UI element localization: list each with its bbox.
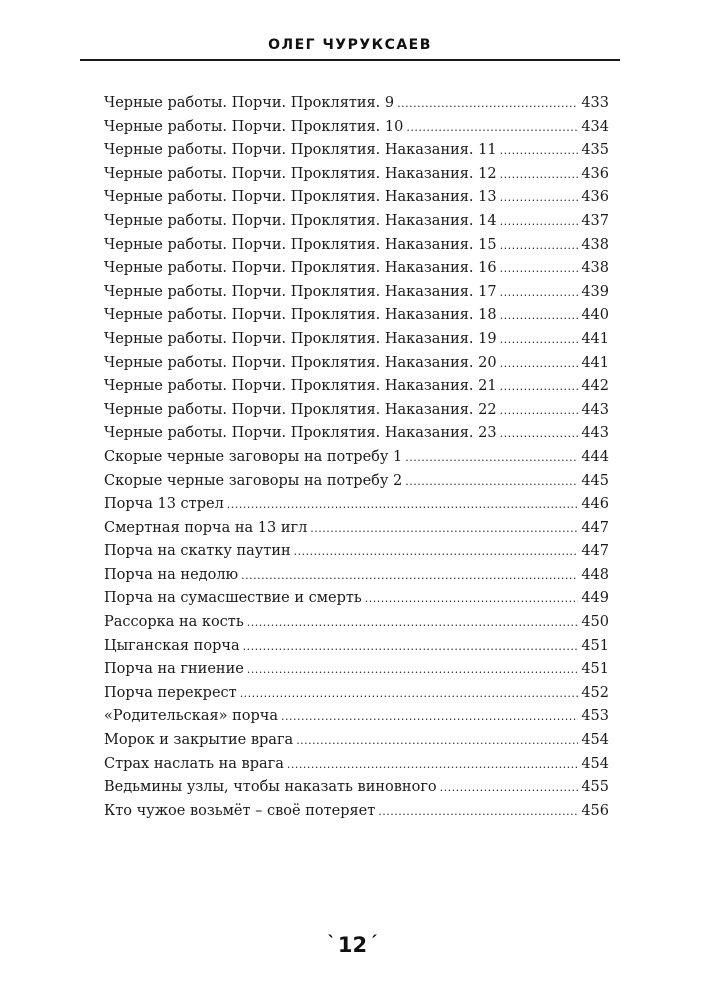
page-number-footer	[0, 933, 705, 957]
toc-entry-page: 445	[581, 472, 609, 489]
toc-entry-page: 455	[581, 779, 609, 796]
toc-entry-page: 447	[581, 543, 609, 560]
toc-entry-title: Кто чужое возьмёт – своё потеряет	[104, 802, 376, 819]
toc-dot-leader	[500, 328, 579, 352]
toc-dot-leader	[310, 517, 578, 541]
toc-dot-leader	[397, 92, 578, 116]
toc-dot-leader	[500, 210, 579, 234]
table-of-contents	[104, 92, 609, 823]
toc-dot-leader	[227, 493, 579, 517]
toc-entry-title: Черные работы. Порчи. Проклятия. Наказания. 23	[104, 425, 497, 442]
toc-dot-leader	[500, 281, 579, 305]
toc-entry-title: Порча на гниение	[104, 661, 244, 678]
toc-entry-title: Черные работы. Порчи. Проклятия. 9	[104, 95, 395, 111]
toc-entry-title: Скорые черные заговоры на потребу 2	[104, 472, 403, 489]
toc-entry-title: Черные работы. Порчи. Проклятия. Наказания. 14	[104, 212, 497, 229]
toc-entry-page: 437	[581, 212, 609, 229]
toc-entry-page: 443	[581, 425, 609, 442]
toc-entry	[104, 517, 609, 541]
toc-dot-leader	[500, 139, 579, 163]
toc-entry-title: Черные работы. Порчи. Проклятия. Наказания. 15	[104, 236, 497, 253]
toc-entry	[104, 470, 609, 494]
toc-entry-page: 436	[581, 189, 609, 206]
toc-entry	[104, 540, 609, 564]
toc-dot-leader	[500, 422, 579, 446]
toc-entry-title: Порча перекрест	[104, 684, 237, 701]
toc-entry	[104, 635, 609, 659]
toc-entry-page: 438	[581, 236, 609, 253]
toc-entry-page: 434	[581, 118, 609, 135]
header-divider	[80, 59, 620, 61]
toc-entry-page: 438	[581, 260, 609, 277]
toc-entry-page: 454	[581, 755, 609, 772]
toc-dot-leader	[247, 658, 578, 682]
toc-dot-leader	[500, 352, 579, 376]
toc-dot-leader	[378, 800, 578, 824]
toc-entry-page: 451	[581, 637, 609, 654]
toc-entry-page: 454	[581, 732, 609, 749]
toc-entry-title: «Родительская» порча	[104, 708, 279, 725]
toc-entry-title: Черные работы. Порчи. Проклятия. Наказания. 19	[104, 330, 497, 347]
toc-dot-leader	[500, 234, 579, 258]
toc-dot-leader	[287, 753, 578, 777]
toc-entry	[104, 776, 609, 800]
toc-dot-leader	[240, 682, 579, 706]
toc-entry	[104, 729, 609, 753]
toc-entry-page: 447	[581, 519, 609, 536]
toc-entry-title: Черные работы. Порчи. Проклятия. Наказания. 13	[104, 189, 497, 206]
toc-entry-title: Черные работы. Порчи. Проклятия. Наказания. 17	[104, 283, 497, 300]
toc-entry-title: Порча 13 стрел	[104, 496, 224, 513]
toc-entry-title: Черные работы. Порчи. Проклятия. Наказания. 12	[104, 165, 497, 182]
toc-entry	[104, 92, 609, 116]
toc-entry-page: 439	[581, 283, 609, 300]
toc-entry-title: Рассорка на кость	[104, 614, 244, 631]
toc-entry	[104, 611, 609, 635]
toc-dot-leader	[296, 729, 578, 753]
toc-dot-leader	[500, 375, 579, 399]
toc-entry	[104, 257, 609, 281]
toc-entry-page: 446	[581, 496, 609, 513]
toc-entry	[104, 210, 609, 234]
toc-entry-page: 443	[581, 401, 609, 418]
running-header	[80, 34, 620, 53]
toc-entry-page: 435	[581, 142, 609, 159]
toc-dot-leader	[440, 776, 579, 800]
toc-entry-title: Черные работы. Порчи. Проклятия. Наказания. 11	[104, 142, 497, 159]
toc-dot-leader	[405, 446, 578, 470]
toc-entry	[104, 422, 609, 446]
toc-entry	[104, 352, 609, 376]
toc-entry	[104, 705, 609, 729]
toc-entry-title: Черные работы. Порчи. Проклятия. Наказания. 20	[104, 354, 497, 371]
toc-entry	[104, 281, 609, 305]
toc-entry	[104, 446, 609, 470]
toc-entry	[104, 658, 609, 682]
toc-entry	[104, 493, 609, 517]
toc-entry	[104, 587, 609, 611]
toc-entry-title: Скорые черные заговоры на потребу 1	[104, 448, 403, 465]
toc-entry	[104, 139, 609, 163]
toc-dot-leader	[247, 611, 579, 635]
toc-entry-title: Порча на скатку паутин	[104, 543, 291, 560]
toc-dot-leader	[500, 257, 579, 281]
toc-entry-title: Страх наслать на врага	[104, 755, 284, 772]
toc-entry-page: 451	[581, 661, 609, 678]
toc-entry	[104, 753, 609, 777]
toc-entry	[104, 682, 609, 706]
toc-dot-leader	[500, 399, 579, 423]
toc-dot-leader	[241, 564, 578, 588]
header-author: ОЛЕГ ЧУРУКСАЕВ	[268, 37, 432, 53]
toc-entry-title: Черные работы. Порчи. Проклятия. Наказания. 21	[104, 378, 497, 395]
toc-dot-leader	[500, 163, 579, 187]
toc-dot-leader	[500, 186, 579, 210]
page-number-right-mark: ´	[369, 933, 378, 953]
toc-entry-title: Порча на сумасшествие и смерть	[104, 590, 362, 607]
toc-entry-title: Ведьмины узлы, чтобы наказать виновного	[104, 779, 437, 796]
toc-entry-page: 441	[581, 330, 609, 347]
toc-entry-page: 444	[581, 448, 609, 465]
toc-entry-page: 449	[581, 590, 609, 607]
toc-entry	[104, 800, 609, 824]
toc-entry-page: 453	[581, 708, 609, 725]
toc-entry-title: Черные работы. Порчи. Проклятия. Наказания. 18	[104, 307, 497, 324]
toc-entry	[104, 163, 609, 187]
toc-entry-page: 450	[581, 614, 609, 631]
toc-entry	[104, 375, 609, 399]
toc-entry	[104, 186, 609, 210]
toc-entry	[104, 304, 609, 328]
toc-dot-leader	[294, 540, 579, 564]
toc-entry-page: 452	[581, 684, 609, 701]
toc-entry-page: 440	[581, 307, 609, 324]
toc-entry-title: Цыганская порча	[104, 637, 240, 654]
toc-dot-leader	[406, 116, 578, 140]
toc-dot-leader	[365, 587, 579, 611]
toc-entry-page: 442	[581, 378, 609, 395]
toc-entry	[104, 234, 609, 258]
toc-entry	[104, 116, 609, 140]
toc-entry-title: Морок и закрытие врага	[104, 732, 294, 749]
toc-entry-page: 456	[581, 802, 609, 819]
toc-entry-page: 441	[581, 354, 609, 371]
page-number-left-mark: `	[327, 933, 336, 953]
toc-dot-leader	[243, 635, 579, 659]
toc-entry	[104, 399, 609, 423]
toc-entry	[104, 328, 609, 352]
toc-dot-leader	[405, 470, 578, 494]
toc-dot-leader	[281, 705, 578, 729]
toc-entry-page: 433	[581, 95, 609, 111]
toc-entry-page: 436	[581, 165, 609, 182]
toc-entry-page: 448	[581, 566, 609, 583]
toc-entry-title: Черные работы. Порчи. Проклятия. Наказания. 16	[104, 260, 497, 277]
toc-entry-title: Черные работы. Порчи. Проклятия. 10	[104, 118, 404, 135]
toc-entry	[104, 564, 609, 588]
page-number: 12	[337, 933, 368, 957]
toc-dot-leader	[500, 304, 579, 328]
toc-entry-title: Смертная порча на 13 игл	[104, 519, 308, 536]
toc-entry-title: Черные работы. Порчи. Проклятия. Наказания. 22	[104, 401, 497, 418]
toc-entry-title: Порча на недолю	[104, 566, 239, 583]
